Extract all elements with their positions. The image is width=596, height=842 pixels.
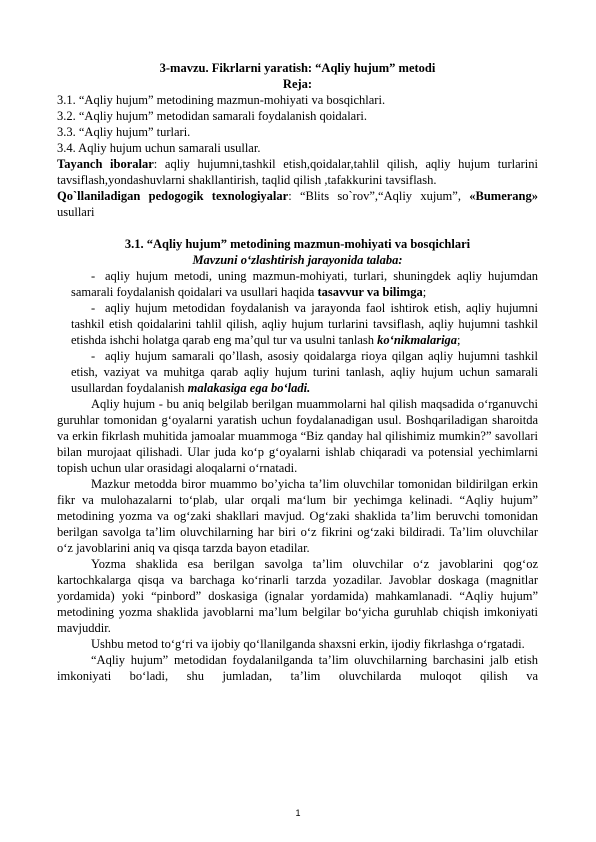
dash-bullet: - [91,349,96,363]
plan-item: 3.2. “Aqliy hujum” metodidan samarali foydalanish qoidalari. [57,109,367,123]
technologies-label: Qo`llaniladigan pedogogik texnologiyalar [57,189,289,203]
outcome-emphasis: malakasiga ega bo‘ladi. [187,381,311,395]
body-paragraph: “Aqliy hujum” metodidan foydalanilganda ta’lim oluvchilarning barchasini jalb etish imkoniyati bo‘ladi, shu jumladan, ta’lim oluvchilarda muloqot qilish va [57,653,538,683]
page-number: 1 [295,808,301,818]
document-title: 3-mavzu. Fikrlarni yaratish: “Aqliy hujum” metodi [159,61,436,75]
document-page [57,50,538,684]
plan-label: Reja: [282,77,313,91]
keywords-label: Tayanch iboralar [57,157,154,171]
section-subheading: Mavzuni o‘zlashtirish jarayonida talaba: [192,253,403,267]
keywords-text: : aqliy hujumni,tashkil etish,qoidalar,tahlil qilish, aqliy hujum turlarini tavsiflash,yondashuvlarni shakllantirish, taqlid qilish ,tafakkurini tavsiflash. [57,157,538,187]
outcome-item: - aqliy hujum samarali qo’llash, asosiy qoidalarga rioya qilgan aqliy hujumni tashkil etish, vaziyat va muhitga qarab aqliy hujum turini tanlash, aqliy hujum uchun samarali usullardan foydalanish malakasiga ega bo‘ladi. [71,349,538,395]
technologies-text: : “Blits so`rov”,“Aqliy xujum”, [288,189,461,203]
technologies-paragraph [57,188,538,220]
body-paragraph: Yozma shaklida esa berilgan savolga ta’lim oluvchilar o‘z javoblarini qog‘oz kartochkalarga qisqa va barchaga ko‘rinarli tarzda yozadilar. Javoblar doskaga (magnitlar yordamida) yoki “pinbord” doskasiga (ignalar yordamida) mahkamlanadi. “Aqliy hujum” metodining yozma shaklida javoblarni ma’lum belgilar bo‘yicha guruhlab chiqish imkoniyati mavjuddir. [57,557,538,635]
technologies-tail: usullari [57,205,95,219]
outcome-item: - aqliy hujum metodidan foydalanish va jarayonda faol ishtirok etish, aqliy hujumni tashkil etish qoidalarini tahlil qilish, aqliy hujum turlarini tavsiflash, aqliy hujumni tashkil etishda ishchi holatga qarab eng ma’qul tur va usulni tanlash ko‘nikmalariga; [71,301,538,347]
dash-bullet: - [91,269,96,283]
body-paragraph: Aqliy hujum - bu aniq belgilab berilgan muammolarni hal qilish maqsadida o‘rganuvchi guruhlar tomonidan g‘oyalarni yaratish uchun foydalanadigan usul. Boshqariladigan sharoitda va erkin fikrlash muhitida jamoalar muammoga “Biz qanday hal qilishimiz mumkin?” savollari bilan murojaat qilishadi. Ular juda ko‘p g‘oyalarni ishlab chiqaradi va potensial yechimlarni topish uchun ular orasidagi aloqalarni o‘rnatadi. [57,397,538,475]
outcome-emphasis: tasavvur va bilimga [317,285,423,299]
outcome-emphasis: ko‘nikmalariga [377,333,458,347]
body-paragraph: Mazkur metodda biror muammo bo’yicha ta’lim oluvchilar tomonidan bildirilgan erkin fikr va mulohazalarni to‘plab, ular orqali ma‘lum bir yechimga kelinadi. “Aqliy hujum” metodining yozma va og‘zaki shakllari mavjud. Og‘zaki shaklida ta’lim beruvchi tomonidan berilgan savolga ta’lim oluvchilarning har biri o‘z fikrini og‘zaki bildiradi. Ta’lim oluvchilar o‘z javoblarini aniq va qisqa tarzda bayon etadilar. [57,477,538,555]
outcome-item: - aqliy hujum metodi, uning mazmun-mohiyati, turlari, shuningdek aqliy hujumdan samarali foydalanish qoidalari va usullari haqida tasavvur va bilimga; [71,269,538,299]
keywords-paragraph [57,156,538,188]
plan-item: 3.3. “Aqliy hujum” turlari. [57,125,191,139]
technologies-bold: «Bumerang» [469,189,538,203]
body-paragraph: Ushbu metod to‘g‘ri va ijobiy qo‘llanilganda shaxsni erkin, ijodiy fikrlashga o‘rgatadi. [91,637,525,651]
dash-bullet: - [91,301,96,315]
plan-item: 3.4. Aqliy hujum uchun samarali usullar. [57,141,261,155]
section-heading: 3.1. “Aqliy hujum” metodining mazmun-mohiyati va bosqichlari [124,237,471,251]
plan-item: 3.1. “Aqliy hujum” metodining mazmun-mohiyati va bosqichlari. [57,93,386,107]
